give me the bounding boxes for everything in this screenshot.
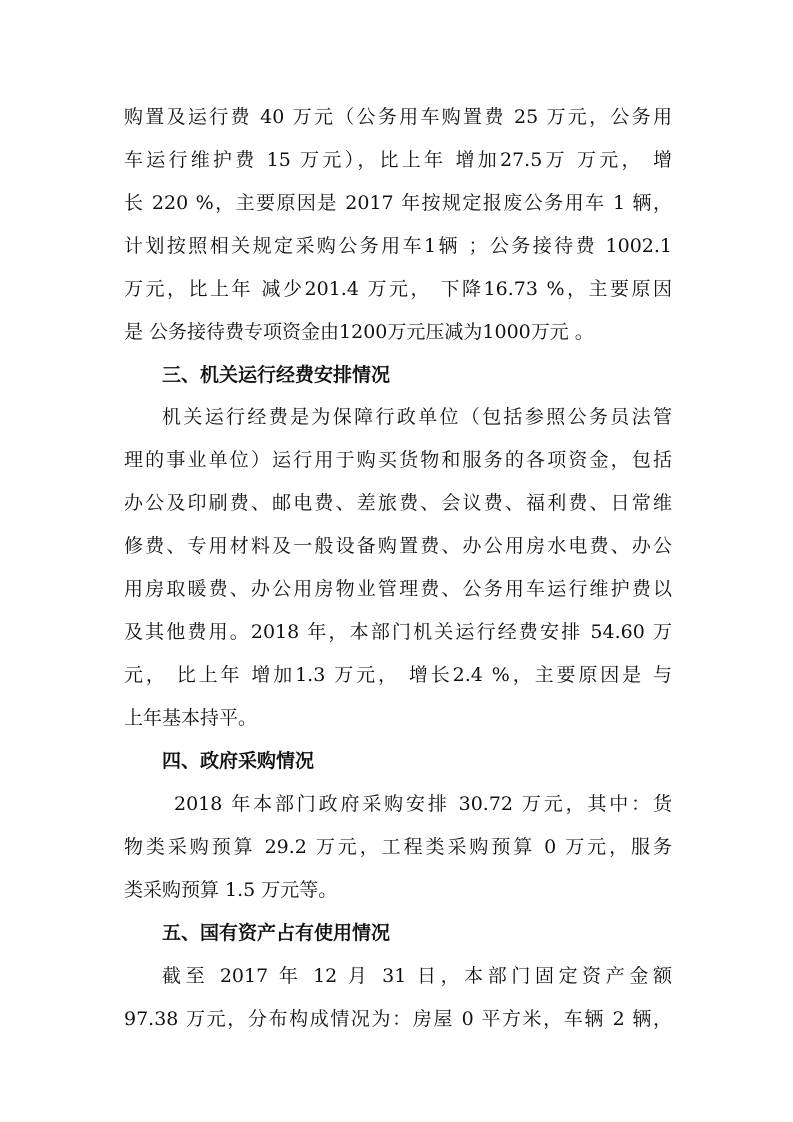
paragraph-line: 计划按照相关规定采购公务用车1辆 ；公务接待费 1002.1 xyxy=(124,235,672,257)
paragraph-line: 97.38 万元，分布构成情况为：房屋 0 平方米，车辆 2 辆， xyxy=(124,1008,672,1030)
paragraph-line: 是 公务接待费专项资金由1200万元压减为1000万元 。 xyxy=(124,321,594,343)
paragraph-line: 修费、专用材料及一般设备购置费、办公用房水电费、办公 xyxy=(124,535,672,557)
section-heading: 三、机关运行经费安排情况 xyxy=(162,364,391,386)
paragraph-line: 用房取暖费、办公用房物业管理费、公务用车运行维护费以 xyxy=(124,578,672,600)
paragraph-line: 上年基本持平。 xyxy=(124,707,258,729)
paragraph-line: 2018 年本部门政府采购安排 30.72 万元，其中：货 xyxy=(174,793,672,815)
section-heading: 四、政府采购情况 xyxy=(162,750,315,772)
paragraph-line: 车运行维护费 15 万元），比上年 增加27.5万 万元， 增 xyxy=(124,149,672,171)
paragraph-line: 类采购预算 1.5 万元等。 xyxy=(124,879,338,901)
section-heading: 五、国有资产占有使用情况 xyxy=(162,922,391,944)
paragraph-line: 机关运行经费是为保障行政单位（包括参照公务员法管 xyxy=(162,406,672,428)
paragraph-line: 元， 比上年 增加1.3 万元， 增长2.4 %，主要原因是 与 xyxy=(124,664,672,686)
paragraph-line: 物类采购预算 29.2 万元，工程类采购预算 0 万元，服务 xyxy=(124,836,672,858)
paragraph-line: 理的事业单位）运行用于购买货物和服务的各项资金，包括 xyxy=(124,449,672,471)
paragraph-line: 截至 2017 年 12 月 31 日，本部门固定资产金额 xyxy=(162,965,672,987)
paragraph-line: 长 220 %，主要原因是 2017 年按规定报废公务用车 1 辆， xyxy=(124,192,672,214)
paragraph-line: 及其他费用。2018 年，本部门机关运行经费安排 54.60 万 xyxy=(124,621,672,643)
paragraph-line: 购置及运行费 40 万元（公务用车购置费 25 万元，公务用 xyxy=(124,106,672,128)
paragraph-line: 万元，比上年 减少201.4 万元， 下降16.73 %，主要原因 xyxy=(124,278,672,300)
paragraph-line: 办公及印刷费、邮电费、差旅费、会议费、福利费、日常维 xyxy=(124,492,672,514)
